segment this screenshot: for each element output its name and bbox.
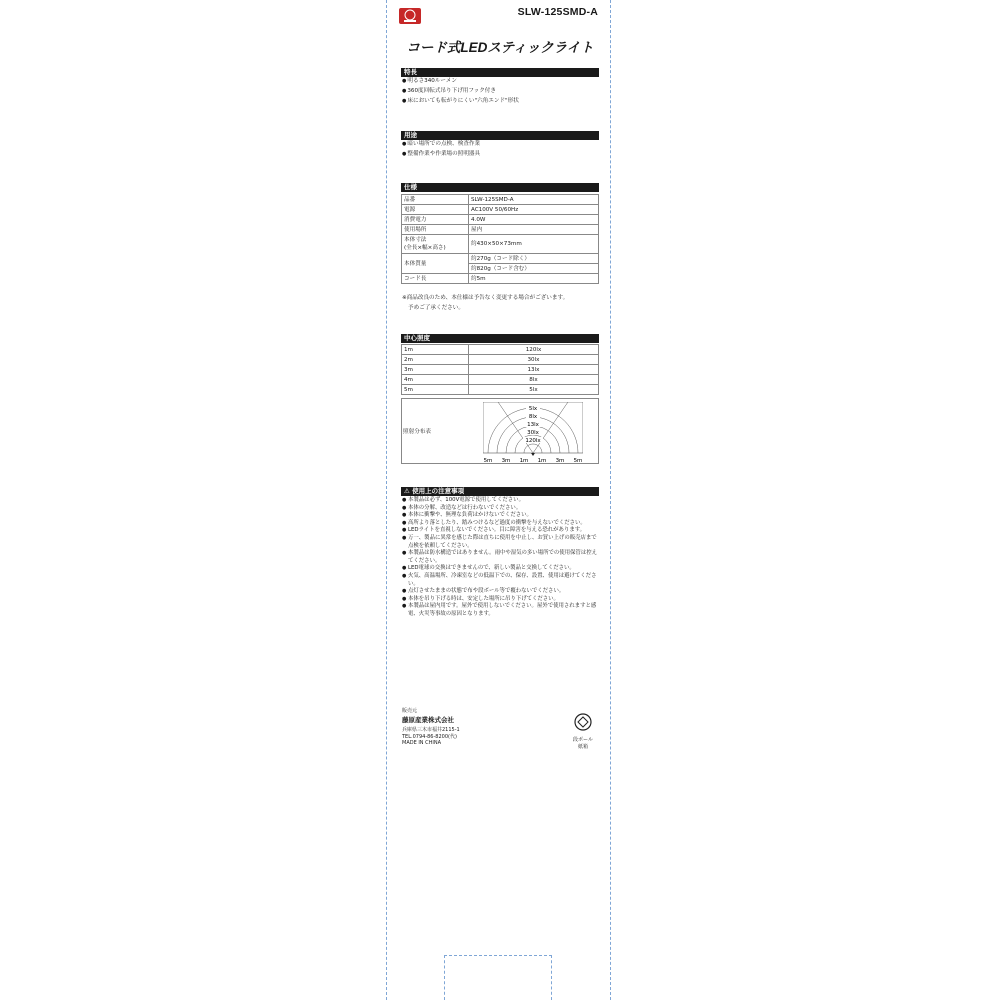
caution-item: ● 点灯させたままの状態で布や段ボール等で覆わないでください。 xyxy=(402,588,600,596)
lux-value: 13lx xyxy=(469,365,599,375)
caution-item: ● 高所より落としたり、踏みつけるなど過度の衝撃を与えないでください。 xyxy=(402,520,600,528)
model-number: SLW-125SMD-A xyxy=(517,6,598,18)
spec-value: 屋内 xyxy=(469,225,599,235)
spec-key xyxy=(402,235,469,254)
spec-value: 約820g（コード含む） xyxy=(469,264,599,274)
axis-label: 5m xyxy=(573,458,583,464)
dieline-right xyxy=(610,0,611,1000)
distribution-diagram xyxy=(483,402,583,464)
company-address: 兵庫県三木市福井2115-1 xyxy=(402,727,460,733)
maker-label: 販売元 xyxy=(402,708,418,714)
usage-item: ● 暗い場所での点検、検査作業 xyxy=(402,140,480,150)
spec-value: 4.0W xyxy=(469,215,599,225)
caution-list xyxy=(402,497,600,619)
spec-table xyxy=(401,194,599,284)
spec-key-main: 本体寸法 xyxy=(404,237,427,243)
spec-note: 予めご了承ください。 xyxy=(408,305,464,311)
light-source-icon xyxy=(531,453,535,456)
spec-key: 本体質量 xyxy=(402,254,469,274)
illuminance-table xyxy=(401,344,599,395)
diagram-label: 13lx xyxy=(527,422,539,428)
spec-key: コード長 xyxy=(402,274,469,284)
spec-value: SLW-125SMD-A xyxy=(469,195,599,205)
company-name: 藤原産業株式会社 xyxy=(402,716,454,724)
spec-value: AC100V 50/60Hz xyxy=(469,205,599,215)
table-row xyxy=(402,365,599,375)
company-tel: TEL.0794-86-8200(代) xyxy=(402,734,457,740)
table-row xyxy=(402,215,599,225)
table-row xyxy=(402,225,599,235)
spec-note: ※商品改良のため、本仕様は予告なく変更する場合がございます。 xyxy=(402,295,569,301)
caution-item: ● 火気、高温場所、冷凍室などの低温下での、保存、設置、使用は避けてください。 xyxy=(402,573,600,588)
mark-line1: 段ボール xyxy=(573,737,593,743)
table-row xyxy=(402,375,599,385)
table-row xyxy=(402,235,599,254)
diagram-label: 30lx xyxy=(527,430,539,436)
diagram-label: 120lx xyxy=(525,438,541,444)
mark-line2: 紙箱 xyxy=(577,744,588,750)
recycle-mark-icon xyxy=(568,712,598,732)
axis-label: 5m xyxy=(483,458,493,464)
recycle-mark xyxy=(568,712,598,750)
distance: 2m xyxy=(402,355,469,365)
axis-label: 3m xyxy=(555,458,565,464)
feature-item: ● 360度回転式吊り下げ用フック付き xyxy=(402,87,496,97)
axis-label: 1m xyxy=(519,458,529,464)
table-row xyxy=(402,385,599,395)
lux-value: 30lx xyxy=(469,355,599,365)
lux-value: 5lx xyxy=(469,385,599,395)
axis-label: 3m xyxy=(501,458,511,464)
table-row xyxy=(402,274,599,284)
usage-heading: 用途 xyxy=(401,131,599,140)
distance: 5m xyxy=(402,385,469,395)
illuminance-heading: 中心照度 xyxy=(401,334,599,343)
caution-item: ● 本製品は防水構造ではありません。雨中や湿気の多い場所での使用保管は控えてください。 xyxy=(402,550,600,565)
diagram-label: 5lx xyxy=(528,406,538,412)
distance: 3m xyxy=(402,365,469,375)
diagram-label: 8lx xyxy=(528,414,538,420)
caution-item: ● 本体に衝撃や、無理な負荷はかけないでください。 xyxy=(402,512,600,520)
spec-key-sub: (全長×幅×高さ) xyxy=(404,245,446,251)
distribution-label: 照射分布表 xyxy=(403,429,431,435)
distance: 4m xyxy=(402,375,469,385)
spec-value: 約430×50×73mm xyxy=(469,235,599,254)
spec-key: 消費電力 xyxy=(402,215,469,225)
spec-key: 使用場所 xyxy=(402,225,469,235)
table-row xyxy=(402,355,599,365)
dieline-tab xyxy=(444,955,552,1000)
product-title: コード式LEDスティックライト xyxy=(406,40,594,55)
spec-key: 品番 xyxy=(402,195,469,205)
lux-value: 8lx xyxy=(469,375,599,385)
caution-item: ● 本製品は必ず、100V電源で使用してください。 xyxy=(402,497,600,505)
usage-item: ● 整備作業や作業場の照明器具 xyxy=(402,150,480,160)
spec-key: 電源 xyxy=(402,205,469,215)
lux-value: 120lx xyxy=(469,345,599,355)
cautions-heading: ⚠ 使用上の注意事項 xyxy=(401,487,599,496)
caution-item: ● 本体の分解、改造などは行わないでください。 xyxy=(402,505,600,513)
feature-item: ● 床においても転がりにくい"六角エンド"形状 xyxy=(402,97,519,107)
axis-label: 1m xyxy=(537,458,547,464)
caution-item: ● LED電球の交換はできませんので、新しい製品と交換してください。 xyxy=(402,565,600,573)
caution-item: ● 本製品は屋内用です。屋外で使用しないでください。屋外で使用されますと感電、火災等事故の原因となります。 xyxy=(402,603,600,618)
distance: 1m xyxy=(402,345,469,355)
arc xyxy=(524,444,542,453)
table-row xyxy=(402,254,599,264)
table-row xyxy=(402,195,599,205)
spec-value: 約270g（コード除く） xyxy=(469,254,599,264)
specs-heading: 仕様 xyxy=(401,183,599,192)
features-heading: 特長 xyxy=(401,68,599,77)
caution-item: ● 万一、製品に異常を感じた際は直ちに使用を中止し、お買い上げの販売店まで点検を依頼してください。 xyxy=(402,535,600,550)
origin: MADE IN CHINA xyxy=(402,740,442,746)
feature-item: ● 明るさ340ルーメン xyxy=(402,77,457,87)
table-row xyxy=(402,345,599,355)
brand-logo xyxy=(399,8,421,24)
table-row xyxy=(402,205,599,215)
spec-value: 約5m xyxy=(469,274,599,284)
caution-item: ● LEDライトを直視しないでください。目に障害を与える恐れがあります。 xyxy=(402,527,600,535)
dieline-left xyxy=(386,0,387,1000)
caution-item: ● 本体を吊り下げる時は、安定した場所に吊り下げてください。 xyxy=(402,596,600,604)
